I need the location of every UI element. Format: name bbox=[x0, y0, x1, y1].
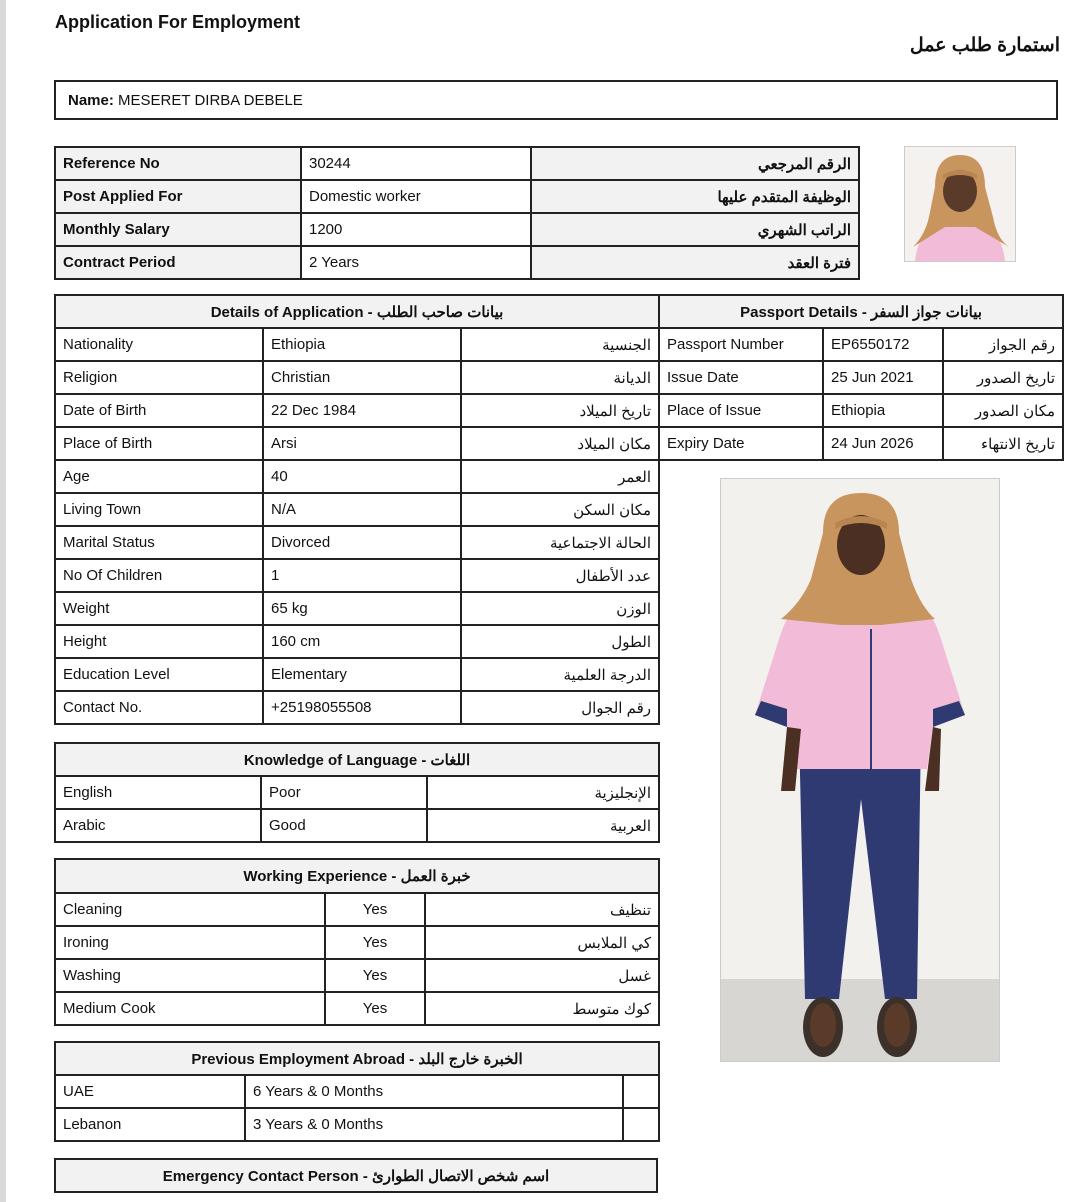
info-row-post bbox=[55, 180, 859, 213]
detail-label: Marital Status bbox=[55, 526, 263, 559]
info-row-contract bbox=[55, 246, 859, 279]
detail-label-ar: مكان السكن bbox=[461, 493, 659, 526]
experience-row bbox=[55, 992, 659, 1025]
passport-label: Expiry Date bbox=[659, 427, 823, 460]
passport-label: Passport Number bbox=[659, 328, 823, 361]
info-value: 2 Years bbox=[301, 246, 531, 279]
language-row bbox=[55, 809, 659, 842]
detail-label: Date of Birth bbox=[55, 394, 263, 427]
passport-label-ar: تاريخ الانتهاء bbox=[943, 427, 1063, 460]
detail-label: Nationality bbox=[55, 328, 263, 361]
details-row bbox=[55, 493, 659, 526]
experience-label: Cleaning bbox=[55, 893, 325, 926]
details-row bbox=[55, 691, 659, 724]
experience-value: Yes bbox=[325, 893, 425, 926]
detail-label-ar: تاريخ الميلاد bbox=[461, 394, 659, 427]
detail-value: 160 cm bbox=[263, 625, 461, 658]
applicant-name-box bbox=[54, 80, 1058, 120]
experience-value: Yes bbox=[325, 959, 425, 992]
info-label-ar: الرقم المرجعي bbox=[531, 147, 859, 180]
passport-value: EP6550172 bbox=[823, 328, 943, 361]
detail-label-ar: الدرجة العلمية bbox=[461, 658, 659, 691]
language-label: Arabic bbox=[55, 809, 261, 842]
experience-label-ar: غسل bbox=[425, 959, 659, 992]
info-label: Contract Period bbox=[55, 246, 301, 279]
abroad-country: Lebanon bbox=[55, 1108, 245, 1141]
experience-table bbox=[54, 858, 660, 1026]
detail-value: Christian bbox=[263, 361, 461, 394]
detail-value: 22 Dec 1984 bbox=[263, 394, 461, 427]
abroad-period: 3 Years & 0 Months bbox=[245, 1108, 623, 1141]
experience-label: Medium Cook bbox=[55, 992, 325, 1025]
passport-label: Issue Date bbox=[659, 361, 823, 394]
experience-heading: Working Experience - خبرة العمل bbox=[55, 859, 659, 893]
passport-value: 24 Jun 2026 bbox=[823, 427, 943, 460]
detail-label: Place of Birth bbox=[55, 427, 263, 460]
detail-value: 1 bbox=[263, 559, 461, 592]
detail-label-ar: الديانة bbox=[461, 361, 659, 394]
experience-label: Ironing bbox=[55, 926, 325, 959]
details-row bbox=[55, 361, 659, 394]
passport-row bbox=[659, 394, 1063, 427]
info-label: Reference No bbox=[55, 147, 301, 180]
detail-label: Living Town bbox=[55, 493, 263, 526]
language-label-ar: الإنجليزية bbox=[427, 776, 659, 809]
detail-value: Elementary bbox=[263, 658, 461, 691]
experience-value: Yes bbox=[325, 926, 425, 959]
info-label-ar: فترة العقد bbox=[531, 246, 859, 279]
passport-value: 25 Jun 2021 bbox=[823, 361, 943, 394]
info-label: Monthly Salary bbox=[55, 213, 301, 246]
portrait-photo bbox=[904, 146, 1016, 262]
experience-row bbox=[55, 893, 659, 926]
passport-row bbox=[659, 361, 1063, 394]
abroad-extra bbox=[623, 1108, 659, 1141]
detail-label-ar: مكان الميلاد bbox=[461, 427, 659, 460]
detail-value: 40 bbox=[263, 460, 461, 493]
detail-label-ar: رقم الجوال bbox=[461, 691, 659, 724]
experience-label-ar: كوك متوسط bbox=[425, 992, 659, 1025]
full-body-illustration bbox=[721, 479, 999, 1061]
abroad-country: UAE bbox=[55, 1075, 245, 1108]
detail-value: Arsi bbox=[263, 427, 461, 460]
detail-label: Age bbox=[55, 460, 263, 493]
abroad-table bbox=[54, 1041, 660, 1142]
experience-row bbox=[55, 959, 659, 992]
abroad-row bbox=[55, 1108, 659, 1141]
passport-row bbox=[659, 427, 1063, 460]
info-label-ar: الوظيفة المتقدم عليها bbox=[531, 180, 859, 213]
detail-label-ar: الوزن bbox=[461, 592, 659, 625]
form-title-en: Application For Employment bbox=[55, 12, 301, 32]
detail-label-ar: الطول bbox=[461, 625, 659, 658]
passport-heading: Passport Details - بيانات جواز السفر bbox=[659, 295, 1063, 328]
passport-row bbox=[659, 328, 1063, 361]
name-value: MESERET DIRBA DEBELE bbox=[118, 92, 303, 109]
details-table bbox=[54, 294, 660, 725]
language-level: Good bbox=[261, 809, 427, 842]
detail-value: Divorced bbox=[263, 526, 461, 559]
abroad-period: 6 Years & 0 Months bbox=[245, 1075, 623, 1108]
detail-label-ar: الحالة الاجتماعية bbox=[461, 526, 659, 559]
portrait-illustration bbox=[905, 147, 1015, 261]
detail-label: Height bbox=[55, 625, 263, 658]
detail-label: Weight bbox=[55, 592, 263, 625]
language-table bbox=[54, 742, 660, 843]
details-row bbox=[55, 460, 659, 493]
language-label-ar: العربية bbox=[427, 809, 659, 842]
details-row bbox=[55, 526, 659, 559]
passport-label: Place of Issue bbox=[659, 394, 823, 427]
details-row bbox=[55, 658, 659, 691]
info-label: Post Applied For bbox=[55, 180, 301, 213]
language-heading: Knowledge of Language - اللغات bbox=[55, 743, 659, 776]
passport-label-ar: مكان الصدور bbox=[943, 394, 1063, 427]
experience-value: Yes bbox=[325, 992, 425, 1025]
detail-label-ar: العمر bbox=[461, 460, 659, 493]
experience-row bbox=[55, 926, 659, 959]
detail-value: 65 kg bbox=[263, 592, 461, 625]
details-row bbox=[55, 559, 659, 592]
abroad-extra bbox=[623, 1075, 659, 1108]
info-row-reference bbox=[55, 147, 859, 180]
detail-label-ar: الجنسية bbox=[461, 328, 659, 361]
detail-label-ar: عدد الأطفال bbox=[461, 559, 659, 592]
details-row bbox=[55, 427, 659, 460]
detail-value: Ethiopia bbox=[263, 328, 461, 361]
experience-label-ar: تنظيف bbox=[425, 893, 659, 926]
abroad-row bbox=[55, 1075, 659, 1108]
info-row-salary bbox=[55, 213, 859, 246]
details-row bbox=[55, 328, 659, 361]
detail-value: N/A bbox=[263, 493, 461, 526]
language-row bbox=[55, 776, 659, 809]
detail-label: Contact No. bbox=[55, 691, 263, 724]
emergency-heading: Emergency Contact Person - اسم شخص الاتصال الطوارئ bbox=[55, 1159, 657, 1192]
info-label-ar: الراتب الشهري bbox=[531, 213, 859, 246]
language-label: English bbox=[55, 776, 261, 809]
details-row bbox=[55, 394, 659, 427]
top-info-table bbox=[54, 146, 860, 280]
emergency-table bbox=[54, 1158, 658, 1193]
experience-label: Washing bbox=[55, 959, 325, 992]
detail-label: No Of Children bbox=[55, 559, 263, 592]
details-row bbox=[55, 592, 659, 625]
page-edge bbox=[0, 0, 6, 1202]
passport-label-ar: رقم الجواز bbox=[943, 328, 1063, 361]
info-value: 1200 bbox=[301, 213, 531, 246]
experience-label-ar: كي الملابس bbox=[425, 926, 659, 959]
passport-value: Ethiopia bbox=[823, 394, 943, 427]
language-level: Poor bbox=[261, 776, 427, 809]
detail-label: Religion bbox=[55, 361, 263, 394]
info-value: Domestic worker bbox=[301, 180, 531, 213]
detail-label: Education Level bbox=[55, 658, 263, 691]
passport-table bbox=[658, 294, 1064, 461]
name-label: Name: bbox=[68, 92, 114, 109]
full-body-photo bbox=[720, 478, 1000, 1062]
form-title-ar: استمارة طلب عمل bbox=[909, 35, 1060, 56]
info-value: 30244 bbox=[301, 147, 531, 180]
details-heading: Details of Application - بيانات صاحب الطلب bbox=[55, 295, 659, 328]
abroad-heading: Previous Employment Abroad - الخبرة خارج البلد bbox=[55, 1042, 659, 1075]
details-row bbox=[55, 625, 659, 658]
detail-value: +25198055508 bbox=[263, 691, 461, 724]
passport-label-ar: تاريخ الصدور bbox=[943, 361, 1063, 394]
